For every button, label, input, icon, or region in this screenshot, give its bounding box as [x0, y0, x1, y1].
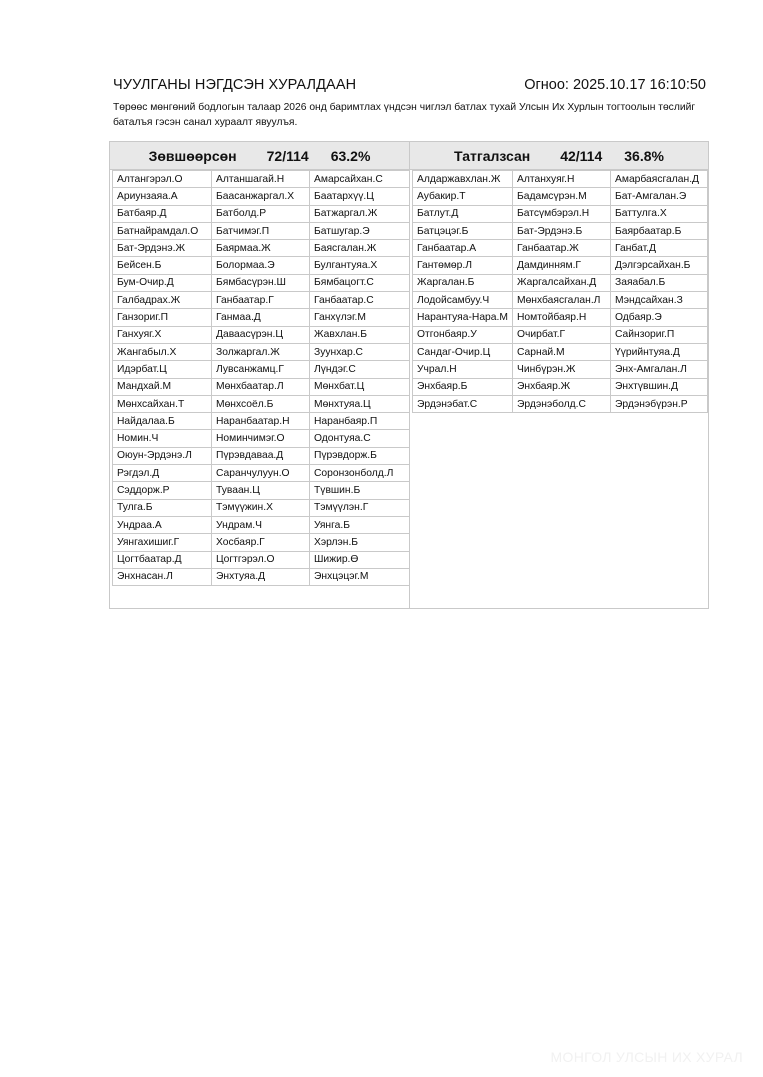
member-name-cell: Энхтуяа.Д — [212, 568, 310, 585]
member-name-cell: Ганбаатар.Ж — [513, 240, 611, 257]
rejected-header — [410, 142, 708, 170]
table-row — [113, 292, 410, 309]
member-name-cell: Баасанжаргал.Х — [212, 188, 310, 205]
member-name-cell: Даваасүрэн.Ц — [212, 326, 310, 343]
table-row — [113, 343, 410, 360]
member-name-cell: Пүрэвдорж.Б — [310, 447, 410, 464]
member-name-cell: Галбадрах.Ж — [113, 292, 212, 309]
member-name-cell: Номинчимэг.О — [212, 430, 310, 447]
member-name-cell: Батнайрамдал.О — [113, 222, 212, 239]
table-row — [413, 274, 708, 291]
member-name-cell: Заяабал.Б — [611, 274, 708, 291]
table-row — [113, 378, 410, 395]
member-name-cell: Ариунзаяа.А — [113, 188, 212, 205]
table-row — [413, 240, 708, 257]
member-name-cell: Энхбаяр.Ж — [513, 378, 611, 395]
member-name-cell: Номин.Ч — [113, 430, 212, 447]
member-name-cell: Мөнхбат.Ц — [310, 378, 410, 395]
member-name-cell: Тэмүүжин.Х — [212, 499, 310, 516]
member-name-cell: Бат-Эрдэнэ.Ж — [113, 240, 212, 257]
table-row — [413, 257, 708, 274]
member-name-cell: Сандаг-Очир.Ц — [413, 343, 513, 360]
member-name-cell: Батчимэг.П — [212, 222, 310, 239]
member-name-cell: Батжаргал.Ж — [310, 205, 410, 222]
table-row — [413, 395, 708, 412]
member-name-cell: Дамдинням.Г — [513, 257, 611, 274]
member-name-cell: Энхнасан.Л — [113, 568, 212, 585]
table-row — [413, 171, 708, 188]
approved-label: Зөвшөөрсөн — [148, 147, 237, 164]
table-row — [413, 378, 708, 395]
member-name-cell: Түвшин.Б — [310, 482, 410, 499]
member-name-cell: Ганбаатар.С — [310, 292, 410, 309]
member-name-cell: Алтанхуяг.Н — [513, 171, 611, 188]
member-name-cell: Гантөмөр.Л — [413, 257, 513, 274]
member-name-cell: Баттулга.Х — [611, 205, 708, 222]
member-name-cell: Үүрийнтуяа.Д — [611, 343, 708, 360]
table-row — [113, 482, 410, 499]
member-name-cell: Номтойбаяр.Н — [513, 309, 611, 326]
member-name-cell: Булгантуяа.Х — [310, 257, 410, 274]
table-row — [413, 343, 708, 360]
member-name-cell: Батлут.Д — [413, 205, 513, 222]
member-name-cell: Амарсайхан.С — [310, 171, 410, 188]
table-row — [113, 326, 410, 343]
approved-count: 72/114 — [266, 147, 309, 164]
member-name-cell: Сарнай.М — [513, 343, 611, 360]
table-row — [113, 240, 410, 257]
member-name-cell: Чинбүрэн.Ж — [513, 361, 611, 378]
table-row — [113, 171, 410, 188]
member-name-cell: Мөнхсайхан.Т — [113, 395, 212, 412]
member-name-cell: Найдалаа.Б — [113, 413, 212, 430]
member-name-cell: Батшугар.Э — [310, 222, 410, 239]
table-row — [113, 395, 410, 412]
table-row — [413, 361, 708, 378]
member-name-cell: Бат-Амгалан.Э — [611, 188, 708, 205]
member-name-cell: Лодойсамбуу.Ч — [413, 292, 513, 309]
member-name-cell: Нарантуяа-Нара.М — [413, 309, 513, 326]
member-name-cell: Саранчулуун.О — [212, 465, 310, 482]
header — [113, 77, 706, 97]
member-name-cell: Соронзонболд.Л — [310, 465, 410, 482]
member-name-cell: Баясгалан.Ж — [310, 240, 410, 257]
rejected-label: Татгалзсан — [454, 147, 531, 164]
member-name-cell: Бум-Очир.Д — [113, 274, 212, 291]
table-row — [113, 447, 410, 464]
table-row — [113, 499, 410, 516]
member-name-cell: Цогтгэрэл.О — [212, 551, 310, 568]
member-name-cell: Жаргалан.Б — [413, 274, 513, 291]
approved-header — [110, 142, 409, 170]
member-name-cell: Батбаяр.Д — [113, 205, 212, 222]
rejected-percent: 36.8% — [624, 147, 664, 164]
member-name-cell: Сайнзориг.П — [611, 326, 708, 343]
member-name-cell: Зуунхар.С — [310, 343, 410, 360]
member-name-cell: Баатархүү.Ц — [310, 188, 410, 205]
member-name-cell: Хосбаяр.Г — [212, 534, 310, 551]
member-name-cell: Оюун-Эрдэнэ.Л — [113, 447, 212, 464]
table-row — [413, 205, 708, 222]
member-name-cell: Лүндэг.С — [310, 361, 410, 378]
member-name-cell: Мөнхбаясгалан.Л — [513, 292, 611, 309]
member-name-cell: Бейсен.Б — [113, 257, 212, 274]
member-name-cell: Ундрам.Ч — [212, 516, 310, 533]
member-name-cell: Жаргалсайхан.Д — [513, 274, 611, 291]
member-name-cell: Бадамсүрэн.М — [513, 188, 611, 205]
member-name-cell: Мөнхсоёл.Б — [212, 395, 310, 412]
member-name-cell: Эрдэнэбүрэн.Р — [611, 395, 708, 412]
motion-description: Төрөөс мөнгөний бодлогын талаар 2026 онд баримтлах үндсэн чиглэл батлах тухай Улсын Их Хурлын тогтоолын төслийг баталъя гэсэн санал хураалт явуулъя. — [113, 102, 696, 128]
table-row — [113, 465, 410, 482]
approved-percent: 63.2% — [330, 147, 371, 164]
member-name-cell: Жавхлан.Б — [310, 326, 410, 343]
table-row — [413, 326, 708, 343]
member-name-cell: Батцэцэг.Б — [413, 222, 513, 239]
member-name-cell: Эрдэнэбат.С — [413, 395, 513, 412]
member-name-cell: Эрдэнэболд.С — [513, 395, 611, 412]
member-name-cell: Мандхай.М — [113, 378, 212, 395]
member-name-cell: Сэддорж.Р — [113, 482, 212, 499]
member-name-cell: Ганбат.Д — [611, 240, 708, 257]
member-name-cell: Батболд.Р — [212, 205, 310, 222]
member-name-cell: Амарбаясгалан.Д — [611, 171, 708, 188]
member-name-cell: Ганмаа.Д — [212, 309, 310, 326]
table-row — [113, 205, 410, 222]
table-row — [413, 309, 708, 326]
member-name-cell: Болормаа.Э — [212, 257, 310, 274]
rejected-names-table — [412, 170, 708, 413]
member-name-cell: Бямбацогт.С — [310, 274, 410, 291]
member-name-cell: Ганбаатар.А — [413, 240, 513, 257]
member-name-cell: Ганзориг.П — [113, 309, 212, 326]
member-name-cell: Туваан.Ц — [212, 482, 310, 499]
member-name-cell: Учрал.Н — [413, 361, 513, 378]
member-name-cell: Ганбаатар.Г — [212, 292, 310, 309]
member-name-cell: Бямбасүрэн.Ш — [212, 274, 310, 291]
rejected-count: 42/114 — [560, 147, 603, 164]
member-name-cell: Ганхуяг.Х — [113, 326, 212, 343]
member-name-cell: Тэмүүлэн.Г — [310, 499, 410, 516]
member-name-cell: Мөнхтуяа.Ц — [310, 395, 410, 412]
table-row — [113, 309, 410, 326]
member-name-cell: Отгонбаяр.У — [413, 326, 513, 343]
approved-names-table — [112, 170, 410, 586]
member-name-cell: Энхцэцэг.М — [310, 568, 410, 585]
member-name-cell: Одонтуяа.С — [310, 430, 410, 447]
watermark: МОНГОЛ УЛСЫН ИХ ХУРАЛ — [550, 1049, 743, 1065]
member-name-cell: Мэндсайхан.З — [611, 292, 708, 309]
member-name-cell: Жангабыл.Х — [113, 343, 212, 360]
member-name-cell: Уянгахишиг.Г — [113, 534, 212, 551]
session-title: ЧУУЛГАНЫ НЭГДСЭН ХУРАЛДААН — [113, 77, 357, 93]
member-name-cell: Ганхүлэг.М — [310, 309, 410, 326]
member-name-cell: Дэлгэрсайхан.Б — [611, 257, 708, 274]
member-name-cell: Энхтүвшин.Д — [611, 378, 708, 395]
member-name-cell: Бат-Эрдэнэ.Б — [513, 222, 611, 239]
table-row — [113, 188, 410, 205]
member-name-cell: Мөнхбаатар.Л — [212, 378, 310, 395]
table-row — [113, 430, 410, 447]
member-name-cell: Рэгдэл.Д — [113, 465, 212, 482]
member-name-cell: Уянга.Б — [310, 516, 410, 533]
member-name-cell: Ундраа.А — [113, 516, 212, 533]
table-row — [113, 274, 410, 291]
table-row — [113, 413, 410, 430]
table-row — [113, 222, 410, 239]
member-name-cell: Очирбат.Г — [513, 326, 611, 343]
table-row — [113, 551, 410, 568]
table-row — [413, 188, 708, 205]
member-name-cell: Наранбаатар.Н — [212, 413, 310, 430]
member-name-cell: Батсүмбэрэл.Н — [513, 205, 611, 222]
member-name-cell: Лувсанжамц.Г — [212, 361, 310, 378]
member-name-cell: Золжаргал.Ж — [212, 343, 310, 360]
rejected-votes-panel — [410, 141, 709, 609]
member-name-cell: Энхбаяр.Б — [413, 378, 513, 395]
member-name-cell: Наранбаяр.П — [310, 413, 410, 430]
table-row — [413, 222, 708, 239]
table-row — [113, 257, 410, 274]
member-name-cell: Алдаржавхлан.Ж — [413, 171, 513, 188]
member-name-cell: Цогтбаатар.Д — [113, 551, 212, 568]
table-row — [113, 516, 410, 533]
member-name-cell: Идэрбат.Ц — [113, 361, 212, 378]
table-row — [113, 534, 410, 551]
approved-votes-panel — [109, 141, 410, 609]
member-name-cell: Баярмаа.Ж — [212, 240, 310, 257]
member-name-cell: Пүрэвдаваа.Д — [212, 447, 310, 464]
member-name-cell: Тулга.Б — [113, 499, 212, 516]
member-name-cell: Энх-Амгалан.Л — [611, 361, 708, 378]
member-name-cell: Шижир.Ө — [310, 551, 410, 568]
member-name-cell: Аубакир.Т — [413, 188, 513, 205]
member-name-cell: Одбаяр.Э — [611, 309, 708, 326]
member-name-cell: Хэрлэн.Б — [310, 534, 410, 551]
table-row — [413, 292, 708, 309]
table-row — [113, 568, 410, 585]
table-row — [113, 361, 410, 378]
vote-timestamp: Огноо: 2025.10.17 16:10:50 — [524, 77, 706, 93]
member-name-cell: Баярбаатар.Б — [611, 222, 708, 239]
member-name-cell: Алтаншагай.Н — [212, 171, 310, 188]
member-name-cell: Алтангэрэл.О — [113, 171, 212, 188]
